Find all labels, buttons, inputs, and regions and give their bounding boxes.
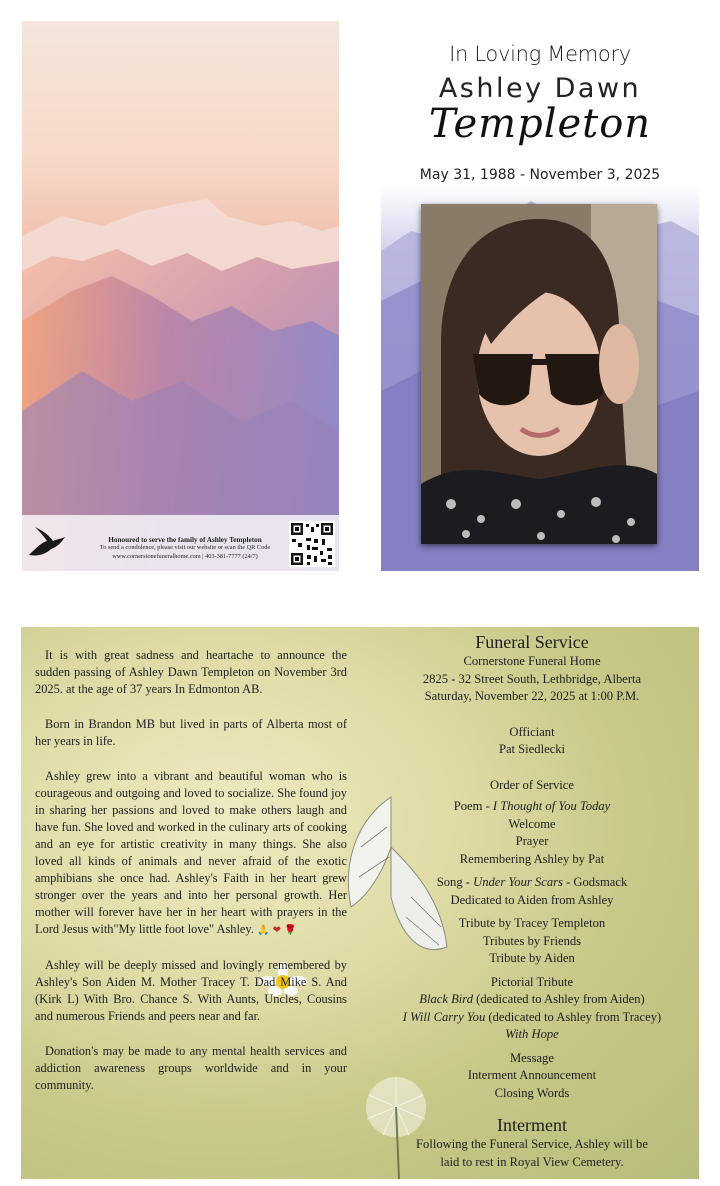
honoured-line: Honoured to serve the family of Ashley Templeton xyxy=(108,535,262,544)
mountain-landscape-image xyxy=(22,21,339,571)
song-dedication: Dedicated to Aiden from Ashley xyxy=(450,892,614,907)
portrait-photo xyxy=(421,204,657,544)
surname: Templeton xyxy=(428,101,652,147)
officiant-label: Officiant xyxy=(509,724,555,739)
first-names: Ashley Dawn xyxy=(438,73,642,104)
dove-logo-icon xyxy=(27,525,67,561)
welcome-item: Welcome xyxy=(508,816,556,831)
funeral-service-heading: Funeral Service xyxy=(475,632,589,652)
obituary-paragraph: Donation's may be made to any mental health services and addiction awareness groups worldwide and in your community. xyxy=(35,1044,347,1092)
service-datetime: Saturday, November 22, 2025 at 1:00 P.M. xyxy=(424,689,640,703)
officiant-name: Pat Siedlecki xyxy=(498,742,566,756)
song-title: Under Your Scars xyxy=(473,875,563,889)
obituary-paragraph-text: Ashley grew into a vibrant and beautiful woman who is courageous and outgoing and loved to socialize. She found joy in sharing her passions and loved to make others laugh and have fun. She loved and worked in the culinary arts of cooking and an eye for artistic creativity in many things. She also loved all kinds of animals and never afraid of the exotic amphibians she once had. Ashley's Faith in her heart grew stronger over the years and into her personal growth. Her mother will forever have her in her heart with prayers in the Lord Jesus with"My little foot love" Ashley. xyxy=(35,769,347,936)
tribute-aiden: Tribute by Aiden xyxy=(489,951,575,965)
obituary-paragraph: Born in Brandon MB but lived in parts of Alberta most of her years in life. xyxy=(35,717,347,748)
in-loving-memory: In Loving Memory xyxy=(449,42,631,66)
inside-spread xyxy=(21,627,699,1179)
obituary-paragraph: It is with great sadness and heartache to announce the sudden passing of Ashley Dawn Templeton on November 3rd 2025. at the age of 37 years In Edmonton AB. xyxy=(35,648,347,696)
emoji-row: 🙏 ❤ 🌹 xyxy=(257,925,297,936)
tributes-friends: Tributes by Friends xyxy=(482,933,582,948)
pictorial-song-1 xyxy=(381,991,683,1009)
closing-words-item: Closing Words xyxy=(494,1085,570,1100)
portrait-illustration xyxy=(421,204,657,544)
pictorial-tribute: Pictorial Tribute xyxy=(490,974,574,989)
poem-item xyxy=(381,798,683,816)
venue: Cornerstone Funeral Home xyxy=(463,654,601,668)
interment-line: Following the Funeral Service, Ashley will be xyxy=(416,1137,648,1151)
order-label: Order of Service xyxy=(490,777,574,792)
remembering-item: Remembering Ashley by Pat xyxy=(459,851,605,866)
song-dedication-note: (dedicated to Ashley from Tracey) xyxy=(485,1009,662,1024)
poem-title: I Thought of You Today xyxy=(492,799,611,813)
message-item: Message xyxy=(509,1050,555,1065)
front-cover xyxy=(381,21,699,571)
address: 2825 - 32 Street South, Lethbridge, Alberta xyxy=(422,671,642,686)
song-title: Black Bird xyxy=(419,992,474,1006)
contact-line: www.cornerstonefuneralhome.com | 403-381-7777 (24/7) xyxy=(112,552,258,560)
tribute-tracey: Tribute by Tracey Templeton xyxy=(458,916,606,930)
pictorial-song-3 xyxy=(381,1026,683,1044)
song-dedication-note: (dedicated to Ashley from Aiden) xyxy=(473,992,645,1006)
life-dates: May 31, 1988 - November 3, 2025 xyxy=(419,167,661,183)
interment-heading: Interment xyxy=(497,1115,567,1135)
song-artist: - Godsmack xyxy=(562,875,628,889)
obituary-paragraph xyxy=(35,768,347,939)
song-item xyxy=(381,874,683,892)
condolence-line: To send a condolence, please visit our website or scan the QR Code xyxy=(99,544,271,551)
song-prefix: Song - xyxy=(436,875,474,889)
interment-announcement-item: Interment Announcement xyxy=(467,1068,597,1082)
song-title: With Hope xyxy=(505,1027,559,1041)
qr-code-icon[interactable] xyxy=(289,521,335,567)
poem-prefix: Poem - xyxy=(453,799,493,813)
obituary-paragraph: Ashley will be deeply missed and lovingly remembered by Ashley's Son Aiden M. Mother Tracey T. Dad Mike S. And (Kirk L) With Bro. Chance S. With Aunts, Uncles, Cousins and numerous Friends and peers near and far. xyxy=(35,958,347,1023)
funeral-home-footer xyxy=(80,536,290,562)
song-title: I Will Carry You xyxy=(402,1009,486,1024)
interment-line: laid to rest in Royal View Cemetery. xyxy=(440,1154,624,1169)
order-of-service xyxy=(381,631,683,1171)
obituary-text xyxy=(35,647,347,1112)
prayer-item: Prayer xyxy=(515,834,549,848)
back-cover xyxy=(22,21,339,571)
pictorial-song-2 xyxy=(381,1009,683,1027)
